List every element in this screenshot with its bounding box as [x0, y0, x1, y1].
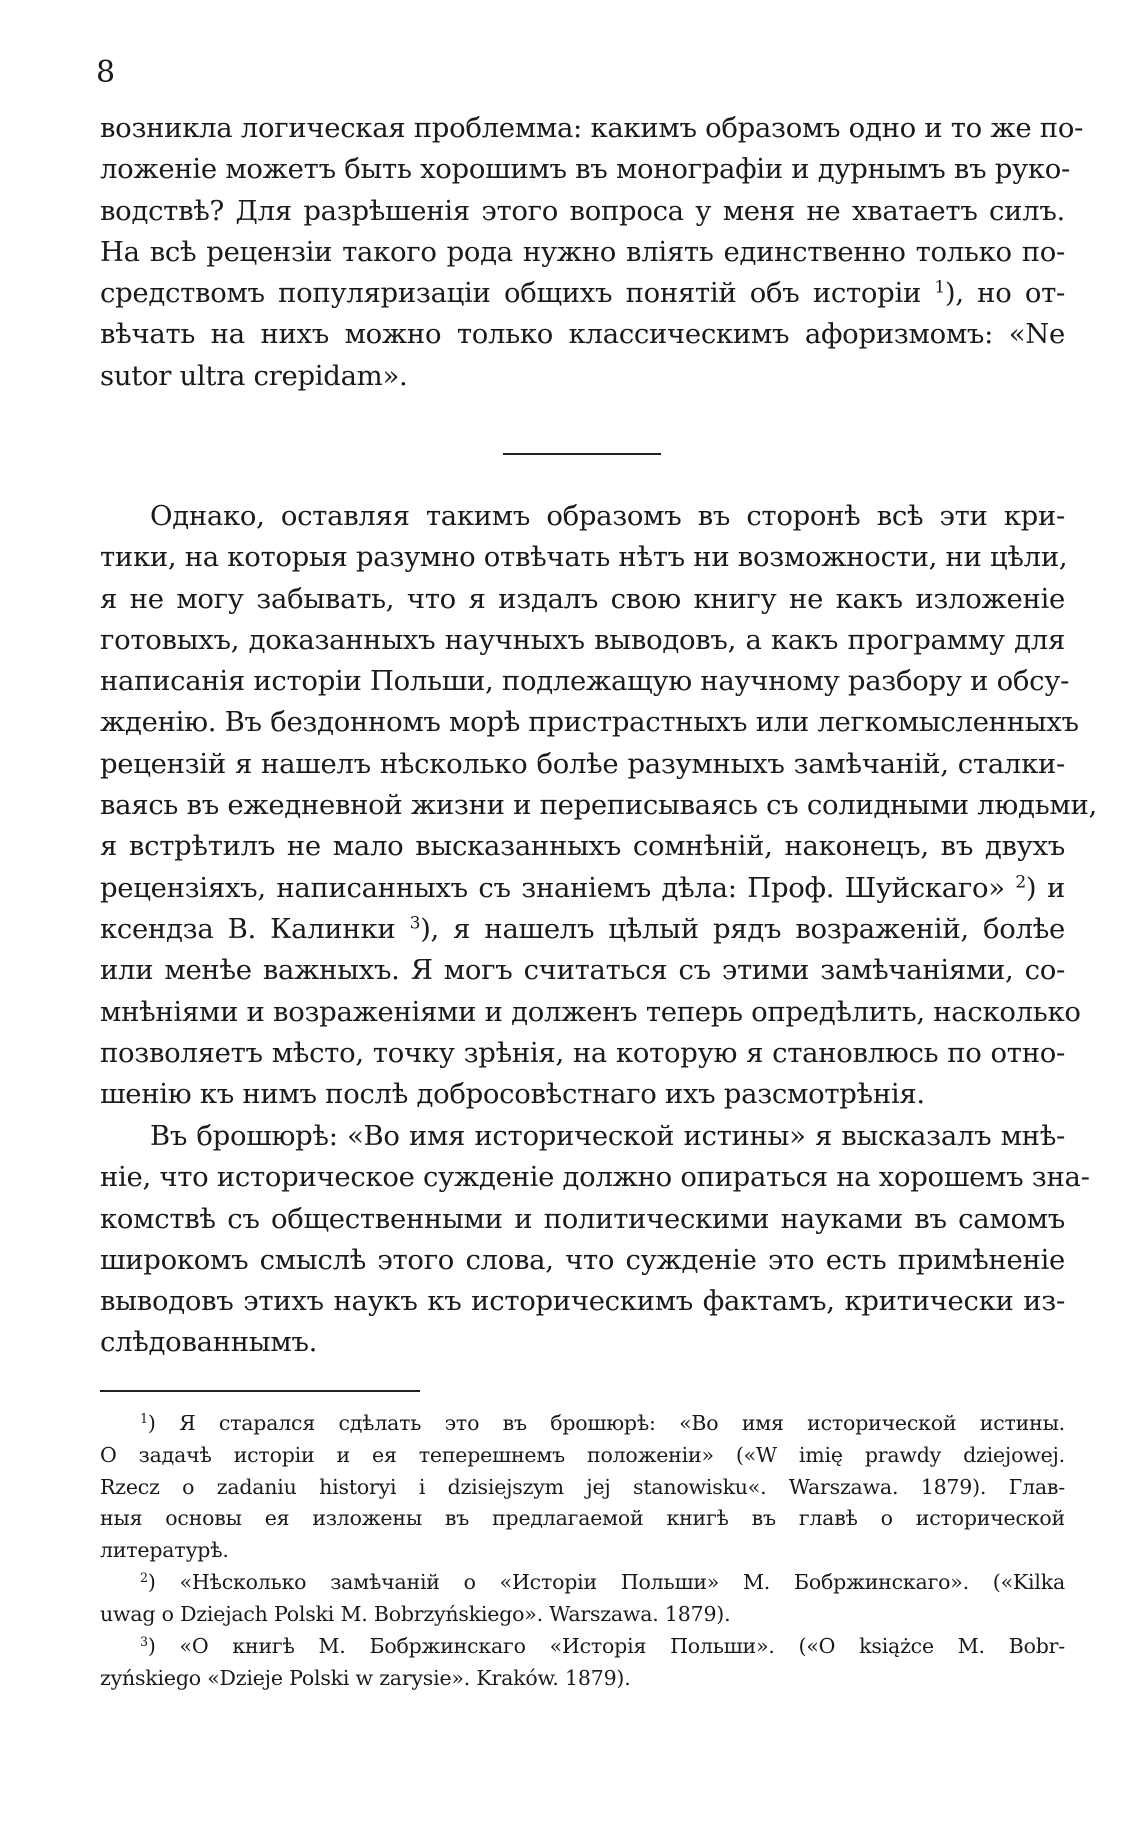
footnote-2 — [100, 1567, 1065, 1631]
text-line: слѣдованнымъ. — [100, 1326, 318, 1359]
text-fragment: ) «Нѣсколько замѣчаній о «Исторіи Польши» М. Бобржинскаго». («Kilka — [147, 1570, 1065, 1594]
footnote-line: Rzecz o zadaniu historyi i dzisiejszym jej stanowisku«. Warszawa. 1879). Глав- — [100, 1474, 1065, 1499]
footnote-marker: 1 — [140, 1411, 148, 1427]
section-divider — [503, 453, 661, 455]
text-line — [100, 868, 1065, 909]
footnote-3 — [100, 1631, 1065, 1695]
text-fragment: средствомъ популяризаціи общихъ понятій объ исторіи — [100, 277, 921, 310]
text-line: рецензій я нашелъ нѣсколько болѣе разумныхъ замѣчаній, сталки- — [100, 747, 1065, 780]
footnote-marker: 2 — [140, 1570, 148, 1586]
footnote-line: литературѣ. — [100, 1538, 229, 1563]
footnote-marker: 3 — [140, 1634, 148, 1650]
footnote-ref: 3 — [409, 913, 421, 934]
text-line: жденію. Въ бездонномъ морѣ пристрастныхъ или легкомысленныхъ — [100, 706, 1079, 739]
text-fragment: ) Я старался сдѣлать это въ брошюрѣ: «Во имя исторической истины. — [147, 1411, 1065, 1435]
text-line: я не могу забывать, что я издалъ свою книгу не какъ изложеніе — [100, 582, 1065, 615]
text-line: тики, на которыя разумно отвѣчать нѣтъ ни возможности, ни цѣли, — [100, 541, 1068, 574]
footnote-line: zyńskiego «Dzieje Polski w zarysie». Kraków. 1879). — [100, 1665, 631, 1690]
footnote-line — [100, 1408, 1065, 1440]
footnote-line: ныя основы ея изложены въ предлагаемой книгѣ въ главѣ о исторической — [100, 1506, 1065, 1531]
text-line: комствѣ съ общественными и политическими науками въ самомъ — [100, 1202, 1065, 1235]
text-fragment: ксендза В. Калинки — [100, 912, 396, 945]
footnote-line: uwag o Dziejach Polski M. Bobrzyńskiego». Warszawa. 1879). — [100, 1601, 731, 1626]
text-line — [100, 909, 1065, 950]
text-line: я встрѣтилъ не мало высказанныхъ сомнѣній, наконецъ, въ двухъ — [100, 830, 1065, 863]
text-line: готовыхъ, доказанныхъ научныхъ выводовъ, а какъ программу для — [100, 623, 1065, 656]
text-line: выводовъ этихъ наукъ къ историческимъ фактамъ, критически из- — [100, 1285, 1065, 1318]
text-fragment: рецензіяхъ, написанныхъ съ знаніемъ дѣла: Проф. Шуйскаго» — [100, 871, 1005, 904]
text-line: мнѣніями и возраженіями и долженъ теперь опредѣлить, насколько — [100, 995, 1081, 1028]
paragraph-3 — [100, 1116, 1090, 1364]
footnote-line — [100, 1631, 1065, 1663]
text-line: вѣчать на нихъ можно только классическимъ афоризмомъ: «Ne — [100, 318, 1065, 351]
paragraph-1 — [100, 108, 1084, 397]
text-line: Однако, оставляя такимъ образомъ въ сторонѣ всѣ эти кри- — [150, 500, 1065, 532]
text-line: водствѣ? Для разрѣшенія этого вопроса у меня не хватаетъ силъ. — [100, 194, 1065, 227]
footnote-ref: 2 — [1015, 872, 1026, 893]
text-line: ложеніе можетъ быть хорошимъ въ монографіи и дурнымъ въ руко- — [100, 153, 1071, 186]
text-line: шенію къ нимъ послѣ добросовѣстнаго ихъ разсмотрѣнія. — [100, 1078, 925, 1111]
text-line: На всѣ рецензіи такого рода нужно влiять единственно только по- — [100, 235, 1065, 268]
text-fragment: ), я нашелъ цѣлый рядъ возраженій, болѣе — [420, 912, 1065, 945]
footnote-divider — [100, 1390, 420, 1392]
text-line: или менѣе важныхъ. Я могъ считаться съ этими замѣчаніями, со- — [100, 954, 1065, 987]
text-fragment: ) и — [1025, 871, 1065, 904]
text-fragment: ) «О книгѣ М. Бобржинскаго «Исторія Польши». («O książce M. Bobr- — [147, 1634, 1065, 1658]
text-line: ваясь въ ежедневной жизни и переписываясь съ солидными людьми, — [100, 789, 1097, 822]
text-line: позволяетъ мѣсто, точку зрѣнія, на которую я становлюсь по отно- — [100, 1036, 1065, 1069]
text-line: ніе, что историческое сужденіе должно опираться на хорошемъ зна- — [100, 1161, 1090, 1194]
footnote-line: О задачѣ исторіи и ея теперешнемъ положеніи» («W imię prawdy dziejowej. — [100, 1442, 1065, 1467]
text-line: широкомъ смыслѣ этого слова, что сужденіе это есть примѣненіе — [100, 1243, 1065, 1276]
footnote-ref: 1 — [934, 277, 945, 298]
text-line: написанія исторіи Польши, подлежащую научному разбору и обсу- — [100, 665, 1070, 698]
text-line: возникла логическая проблемма: какимъ образомъ одно и то же по- — [100, 112, 1084, 144]
footnote-line — [100, 1567, 1065, 1599]
text-fragment: ), но от- — [944, 277, 1065, 310]
paragraph-2 — [100, 496, 1097, 1115]
text-line: Въ брошюрѣ: «Во имя исторической истины» я высказалъ мнѣ- — [150, 1120, 1065, 1152]
footnote-1 — [100, 1408, 1065, 1567]
page-number: 8 — [96, 55, 116, 90]
text-line: sutor ultra crepidam». — [100, 359, 408, 392]
text-line — [100, 273, 1065, 314]
